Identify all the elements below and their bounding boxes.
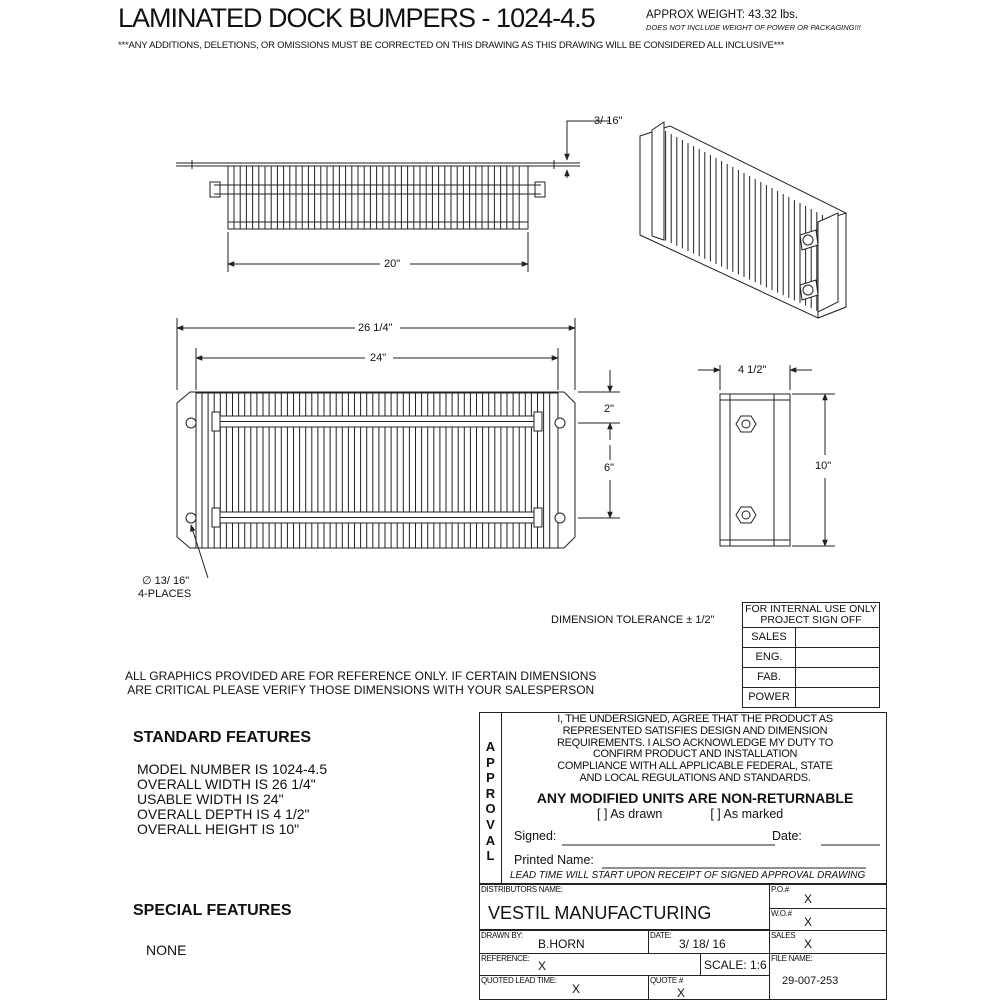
approval-letter: P: [486, 754, 495, 770]
top-view: [176, 121, 610, 272]
front-view: [177, 318, 620, 578]
approval-letter: A: [485, 832, 496, 848]
approval-letter: O: [485, 801, 496, 817]
drawn-by-value: B.HORN: [538, 937, 585, 951]
dim-depth: 4 1/2": [738, 364, 767, 376]
side-view: [698, 365, 835, 546]
standard-features-title: STANDARD FEATURES: [133, 729, 312, 746]
distributor-name: VESTIL MANUFACTURING: [488, 903, 712, 923]
approval-letter: A: [485, 739, 496, 754]
signed-label: Signed:: [514, 829, 557, 843]
wo-cell: [769, 908, 887, 931]
special-features-value: NONE: [146, 942, 187, 958]
approval-box: [479, 712, 887, 884]
approval-letter: V: [486, 816, 495, 832]
isometric-view: [640, 122, 846, 318]
dim-height: 10": [815, 460, 832, 472]
sales-cell: [769, 930, 887, 954]
graphics-note: [125, 669, 596, 697]
signoff-label: FAB.: [743, 668, 796, 687]
wo-value: X: [804, 915, 813, 929]
signoff-row: [743, 628, 879, 648]
dim-usable-width: 24": [370, 352, 387, 364]
top-view-laminations: [234, 166, 519, 229]
signoff-row: [743, 648, 879, 668]
approval-letter: R: [485, 785, 496, 801]
list-item: OVERALL HEIGHT IS 10": [137, 821, 300, 837]
weight-note: DOES NOT INCLUDE WEIGHT OF POWER OR PACKAGING!!!: [646, 23, 861, 32]
drawing-title: LAMINATED DOCK BUMPERS - 1024-4.5: [118, 3, 595, 33]
dim-top-width: 20": [384, 258, 401, 270]
date-cell: [648, 930, 770, 954]
file-cell: [769, 953, 887, 1000]
signoff-row: [743, 668, 879, 688]
ack-line: CONFIRM PRODUCT AND INSTALLATION: [592, 748, 798, 761]
dim-plate-thickness: 3/ 16": [594, 115, 623, 127]
graphics-note-line: ALL GRAPHICS PROVIDED ARE FOR REFERENCE ONLY. IF CERTAIN DIMENSIONS: [125, 669, 597, 683]
date-label: Date:: [772, 829, 802, 843]
signoff-header: [743, 603, 879, 628]
dim-hole-diameter: ∅ 13/ 16": [142, 575, 190, 587]
po-value: X: [804, 892, 813, 906]
list-item: MODEL NUMBER IS 1024-4.5: [137, 761, 328, 777]
signoff-row: [743, 688, 879, 708]
sales-value: X: [804, 937, 813, 951]
signoff-label: POWER: [743, 688, 796, 708]
signoff-header-line2: PROJECT SIGN OFF: [760, 614, 862, 626]
lead-time-note: LEAD TIME WILL START UPON RECEIPT OF SIGNED APPROVAL DRAWING: [510, 870, 866, 881]
date-value: 3/ 18/ 16: [679, 937, 726, 951]
dim-hole-places: 4-PLACES: [138, 588, 192, 600]
distributor-label: DISTRIBUTORS NAME:: [481, 885, 563, 894]
non-returnable-notice: ANY MODIFIED UNITS ARE NON-RETURNABLE: [536, 790, 854, 806]
reference-cell: [479, 953, 701, 976]
as-marked-checkbox[interactable]: [ ] As marked: [710, 807, 784, 821]
printed-name-label: Printed Name:: [514, 853, 594, 867]
approval-vertical-label: [480, 713, 502, 883]
sales-label: SALES: [771, 931, 796, 940]
wo-label: W.O.#: [771, 909, 792, 918]
list-item: OVERALL DEPTH IS 4 1/2": [137, 806, 310, 822]
dim-overall-width: 26 1/4": [358, 322, 393, 334]
list-item: USABLE WIDTH IS 24": [137, 791, 284, 807]
po-cell: [769, 884, 887, 909]
dim-hole-spacing: 6": [604, 462, 615, 474]
project-signoff-table: [742, 602, 880, 708]
lead-time-label: QUOTED LEAD TIME:: [481, 976, 557, 985]
file-label: FILE NAME:: [771, 954, 813, 963]
dimension-tolerance: DIMENSION TOLERANCE ± 1/2": [551, 614, 715, 626]
approval-acknowledgement: [502, 714, 888, 785]
signoff-header-line1: FOR INTERNAL USE ONLY: [745, 603, 877, 615]
iso-laminations: [660, 128, 822, 313]
dim-hole-offset: 2": [604, 403, 615, 415]
disclaimer: ***ANY ADDITIONS, DELETIONS, OR OMISSIONS MUST BE CORRECTED ON THIS DRAWING AS THIS DRAWING WILL BE CONSIDERED ALL INCLUSIVE***: [118, 40, 785, 51]
quote-value: X: [677, 986, 686, 1000]
ack-line: REQUIREMENTS. I ALSO ACKNOWLEDGE MY DUTY TO: [556, 736, 834, 749]
scale-value: SCALE: 1:6: [704, 958, 767, 972]
approx-weight: APPROX WEIGHT: 43.32 lbs.: [646, 9, 799, 21]
scale-cell: [700, 953, 770, 976]
as-drawn-checkbox[interactable]: [ ] As drawn: [597, 807, 663, 821]
ack-line: COMPLIANCE WITH ALL APPLICABLE FEDERAL, STATE: [557, 760, 833, 773]
ack-line: REPRESENTED SATISFIES DESIGN AND DIMENSION: [562, 724, 828, 737]
lead-time-cell: [479, 975, 649, 1000]
list-item: OVERALL WIDTH IS 26 1/4": [137, 776, 316, 792]
approval-letter: P: [486, 770, 495, 786]
reference-label: REFERENCE:: [481, 954, 530, 963]
file-value: 29-007-253: [782, 975, 839, 987]
date-cell-label: DATE:: [650, 931, 672, 940]
approval-letter: L: [486, 848, 495, 864]
standard-features-list: [137, 762, 327, 837]
quote-label: QUOTE #: [650, 976, 684, 985]
graphics-note-line: ARE CRITICAL PLEASE VERIFY THOSE DIMENSIONS WITH YOUR SALESPERSON: [127, 683, 595, 697]
drawn-by-label: DRAWN BY:: [481, 931, 523, 940]
po-label: P.O.#: [771, 885, 789, 894]
signoff-label: SALES: [743, 628, 796, 647]
quote-cell: [648, 975, 770, 1000]
signed-row: [514, 829, 802, 843]
approval-options: [597, 807, 831, 821]
lead-time-value: X: [572, 982, 581, 996]
reference-value: X: [538, 959, 547, 973]
ack-line: AND LOCAL REGULATIONS AND STANDARDS.: [579, 771, 811, 784]
signoff-label: ENG.: [743, 648, 796, 667]
distributor-cell: [479, 884, 770, 930]
drawn-by-cell: [479, 930, 649, 954]
ack-line: I, THE UNDERSIGNED, AGREE THAT THE PRODUCT AS: [557, 713, 833, 725]
special-features-title: SPECIAL FEATURES: [133, 902, 292, 919]
